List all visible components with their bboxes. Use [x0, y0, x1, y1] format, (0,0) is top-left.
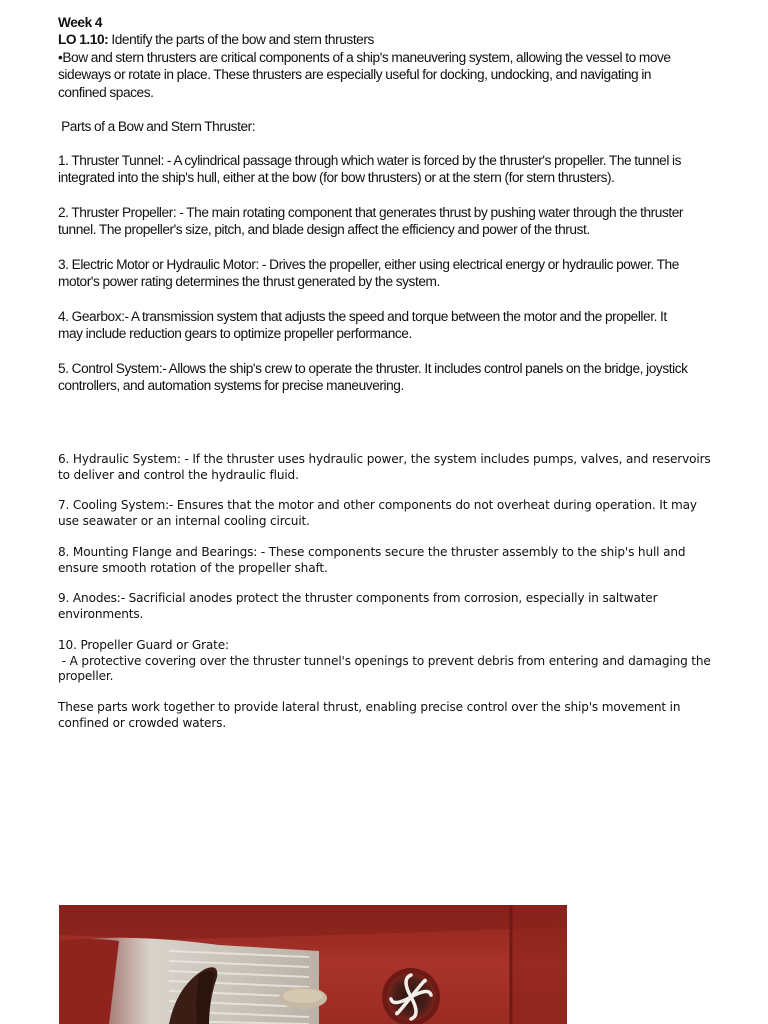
lo-text: Identify the parts of the bow and stern thrusters — [108, 32, 374, 49]
part-10 — [58, 638, 718, 685]
learning-objective — [58, 32, 693, 49]
part-3 — [58, 257, 693, 292]
part-2 — [58, 205, 693, 240]
parts-heading-block — [58, 119, 693, 136]
lesson-header — [58, 15, 693, 102]
part-item: 9. Anodes:- Sacrificial anodes protect the thruster components from corrosion, especially in saltwater environments. — [58, 591, 658, 621]
part-9 — [58, 591, 718, 622]
part-5 — [58, 361, 693, 396]
lo-label: LO 1.10: — [58, 32, 109, 49]
part-10-title: 10. Propeller Guard or Grate: — [58, 638, 229, 652]
part-item: 3. Electric Motor or Hydraulic Motor: - Drives the propeller, either using electrical energy or hydraulic power. The motor's power rating determines the thrust generated by the system. — [58, 257, 679, 291]
part-item: 2. Thruster Propeller: - The main rotating component that generates thrust by pushing water through the thruster tunnel. The propeller's size, pitch, and blade design affect the efficiency and power of the thrust. — [58, 205, 684, 239]
conclusion-block — [58, 700, 718, 731]
part-4 — [58, 309, 693, 344]
part-item: 1. Thruster Tunnel: - A cylindrical passage through which water is forced by the thruster's propeller. The tunnel is integrated into the ship's hull, either at the bow (for bow thrusters) or at the stern (for stern thrusters). — [58, 153, 682, 187]
conclusion-paragraph: These parts work together to provide lateral thrust, enabling precise control over the ship's movement in confined or crowded waters. — [58, 700, 681, 730]
parts-heading: Parts of a Bow and Stern Thruster: — [58, 119, 256, 135]
part-6 — [58, 452, 718, 483]
part-item: 6. Hydraulic System: - If the thruster uses hydraulic power, the system includes pumps, valves, and reservoirs to deliver and control the hydraulic fluid. — [58, 452, 711, 482]
week-label: Week 4 — [58, 15, 103, 31]
thruster-tunnel-photo — [59, 905, 567, 1024]
tunnel-rim-left — [59, 939, 119, 1024]
part-item: 5. Control System:- Allows the ship's crew to operate the thruster. It includes control panels on the bridge, joystick controllers, and automation systems for precise maneuvering. — [58, 361, 688, 395]
part-10-text: - A protective covering over the thruster tunnel's openings to prevent debris from entering and damaging the propeller. — [58, 653, 715, 683]
part-1 — [58, 153, 693, 188]
part-item: 7. Cooling System:- Ensures that the motor and other components do not overheat during operation. It may use seawater or an internal cooling circuit. — [58, 498, 697, 528]
intro-paragraph: •Bow and stern thrusters are critical components of a ship's maneuvering system, allowing the vessel to move sideways or rotate in place. These thrusters are especially useful for docking, undocking, and navigating in confined spaces. — [58, 49, 671, 101]
part-item: 8. Mounting Flange and Bearings: - These components secure the thruster assembly to the ship's hull and ensure smooth rotation of the propeller shaft. — [58, 545, 686, 575]
hull-frame-right — [511, 905, 567, 1024]
part-7 — [58, 498, 718, 529]
photo-drawing — [59, 905, 567, 1024]
part-item: 4. Gearbox:- A transmission system that adjusts the speed and torque between the motor and the propeller. It may include reduction gears to optimize propeller performance. — [58, 309, 667, 343]
part-8 — [58, 545, 718, 576]
